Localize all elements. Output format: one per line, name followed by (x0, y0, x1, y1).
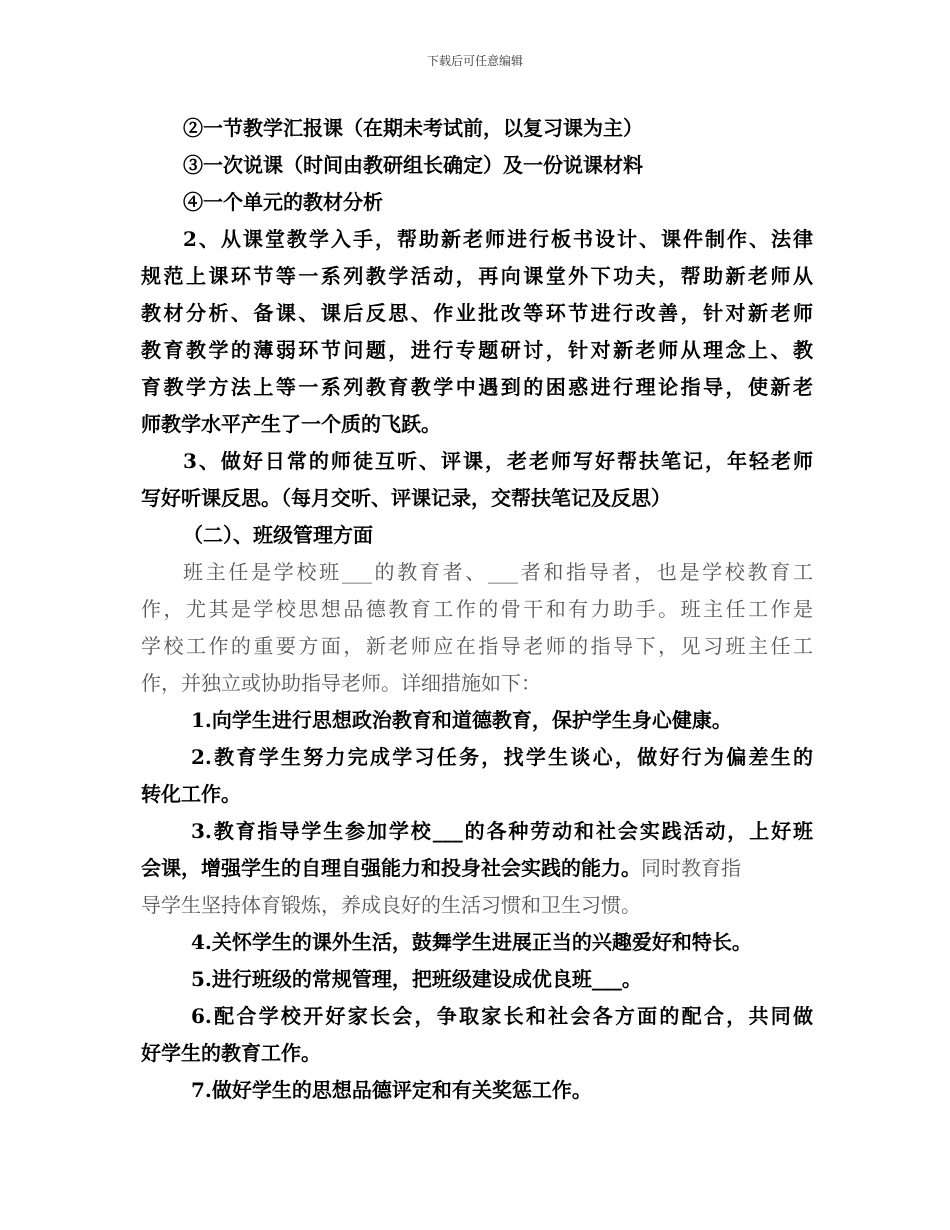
text-line: 教材分析、备课、课后反思、作业批改等环节进行改善，针对新老师 (141, 301, 813, 325)
text-line: 教育教学的薄弱环节问题，进行专题研讨，针对新老师从理念上、教 (141, 338, 813, 362)
text-line: 作，并独立或协助指导老师。详细措施如下： (141, 671, 541, 695)
text-line: 导学生坚持体育锻炼，养成良好的生活习惯和卫生习惯。 (141, 893, 641, 917)
text-line: （二）、班级管理方面 (183, 523, 373, 547)
text-line: 1.向学生进行思想政治教育和道德教育，保护学生身心健康。 (191, 708, 732, 732)
text-line: 育教学方法上等一系列教育教学中遇到的困惑进行理论指导，使新老 (141, 375, 813, 399)
text-line: 3、做好日常的师徒互听、评课，老老师写好帮扶笔记，年轻老师 (183, 449, 813, 473)
text-segment-bold: 会课，增强学生的自理自强能力和投身社会实践的能力。 (141, 856, 641, 880)
text-line: 3.教育指导学生参加学校___的各种劳动和社会实践活动，上好班 (191, 819, 813, 843)
text-line: 师教学水平产生了一个质的飞跃。 (141, 412, 441, 436)
text-segment-gray: 同时教育指 (641, 856, 741, 880)
text-line: 7.做好学生的思想品德评定和有关奖惩工作。 (191, 1078, 592, 1102)
text-line: 4.关怀学生的课外生活，鼓舞学生进展正当的兴趣爱好和特长。 (191, 930, 752, 954)
text-line: 转化工作。 (141, 782, 241, 806)
text-line (141, 850, 813, 887)
text-line: ④一个单元的教材分析 (183, 190, 383, 214)
text-line: 好学生的教育工作。 (141, 1041, 321, 1065)
text-line: 写好听课反思。（每月交听、评课记录，交帮扶笔记及反思） (141, 486, 671, 510)
text-line: 5.进行班级的常规管理，把班级建设成优良班___。 (191, 967, 642, 991)
text-line: ③一次说课（时间由教研组长确定）及一份说课材料 (183, 153, 643, 177)
text-line: 班主任是学校班___的教育者、___者和指导者，也是学校教育工 (183, 560, 813, 584)
text-line: 2.教育学生努力完成学习任务，找学生谈心，做好行为偏差生的 (191, 745, 813, 769)
text-line: 学校工作的重要方面，新老师应在指导老师的指导下，见习班主任工 (141, 634, 813, 658)
document-body (141, 110, 813, 1109)
page-header: 下载后可任意编辑 (426, 54, 523, 68)
text-line: 规范上课环节等一系列教学活动，再向课堂外下功夫，帮助新老师从 (141, 264, 813, 288)
text-line: ②一节教学汇报课（在期未考试前，以复习课为主） (183, 116, 643, 140)
text-line: 6.配合学校开好家长会，争取家长和社会各方面的配合，共同做 (191, 1004, 813, 1028)
text-line: 作，尤其是学校思想品德教育工作的骨干和有力助手。班主任工作是 (141, 597, 813, 621)
text-line: 2、从课堂教学入手，帮助新老师进行板书设计、课件制作、法律 (183, 227, 813, 251)
